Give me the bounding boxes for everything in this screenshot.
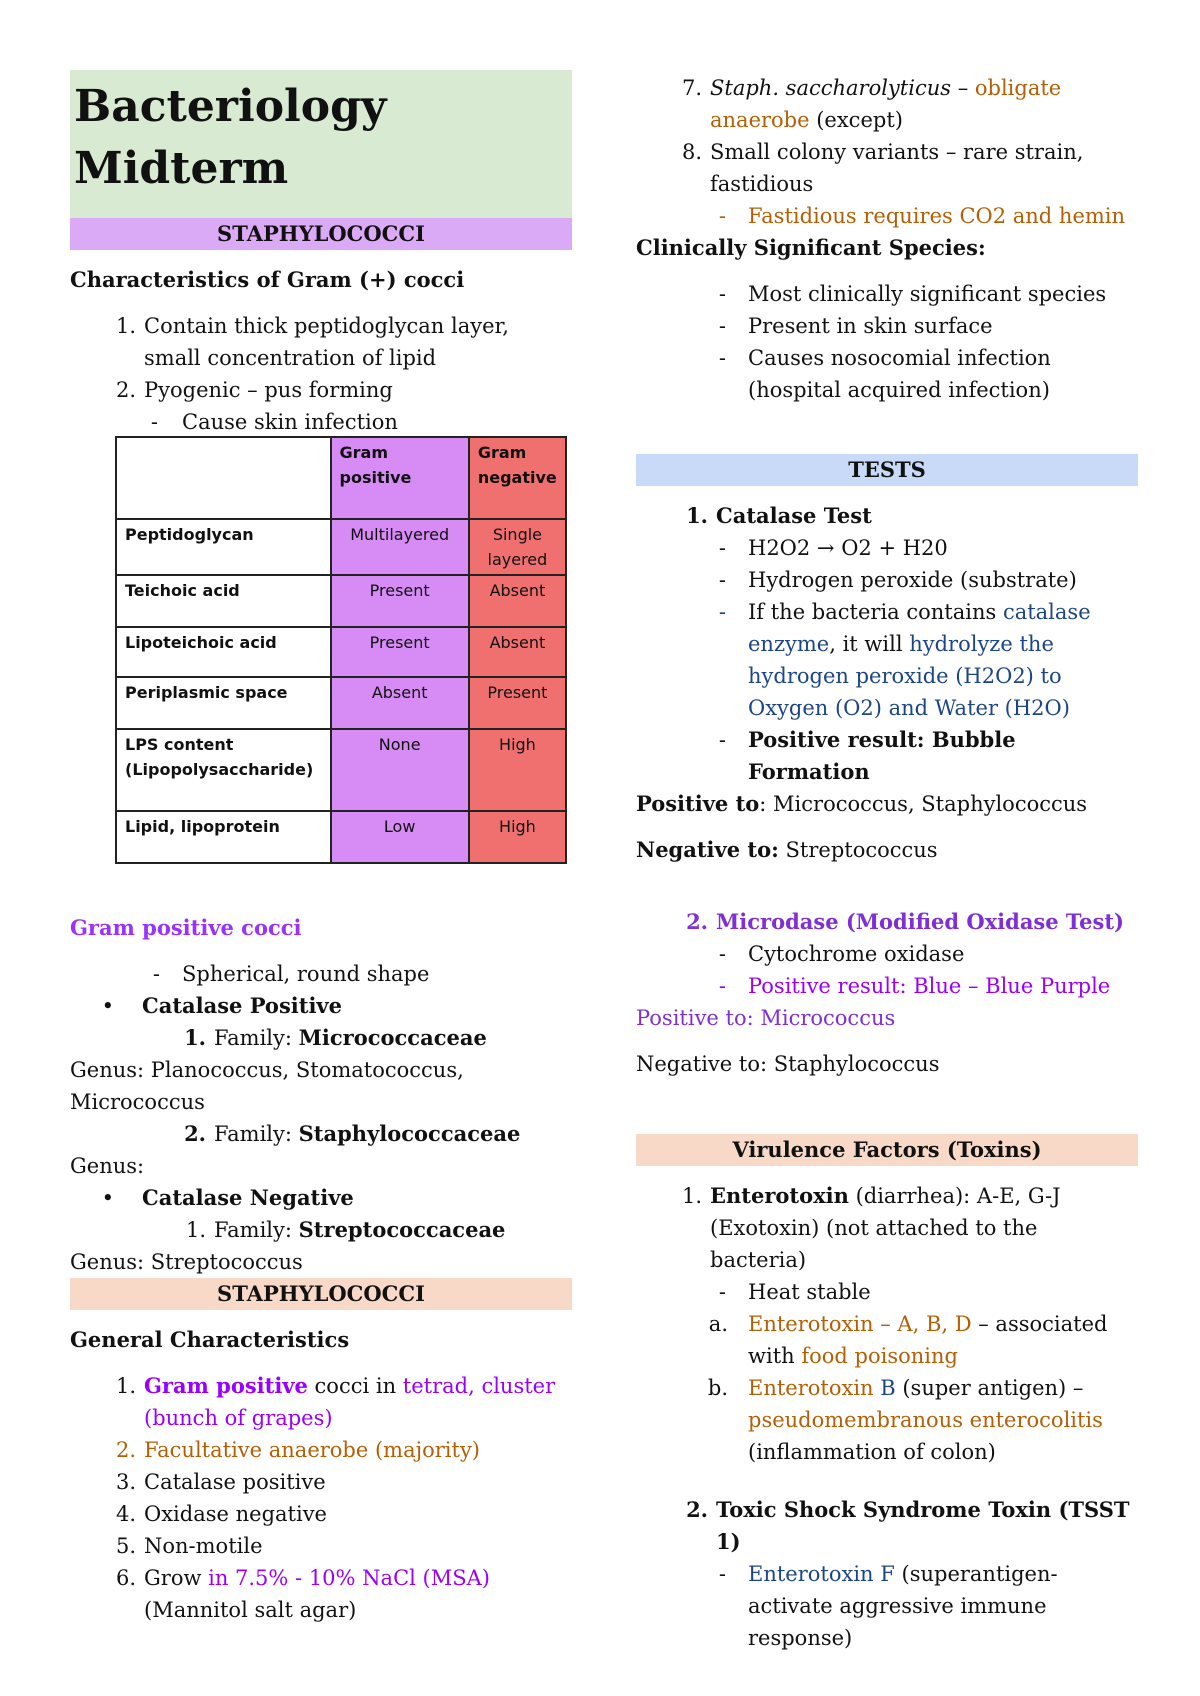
list-item: 6. Grow in 7.5% - 10% NaCl (MSA) (Mannitol salt agar) (115, 1566, 490, 1622)
section-band-virulence: Virulence Factors (Toxins) (636, 1134, 1138, 1166)
list-item: - Present in skin surface (718, 314, 993, 338)
list-item: • Catalase Positive (70, 990, 572, 1022)
genus-text: Genus: Planococcus, Stomatococcus, Micrococcus (70, 1058, 464, 1114)
gram-comparison-table (115, 436, 567, 864)
sub-list-item: a. Enterotoxin – A, B, D – associated with food poisoning (708, 1312, 1108, 1368)
list-item: 1. Gram positive cocci in tetrad, cluster (bunch of grapes) (115, 1373, 556, 1430)
sub-list-item: - Fastidious requires CO2 and hemin (718, 204, 1126, 228)
table-header: Gram positive (331, 437, 469, 519)
list-item: 8. Small colony variants – rare strain, fastidious (681, 140, 1084, 196)
list-item: 7. Staph. saccharolyticus – obligate anaerobe (except) (681, 76, 1062, 132)
list-item: - Causes nosocomial infection (hospital acquired infection) (718, 346, 1051, 402)
list-item: - H2O2 → O2 + H20 (718, 536, 948, 560)
clinically-significant-heading: Clinically Significant Species: (636, 235, 986, 260)
bullet-icon: • (101, 1186, 114, 1210)
positive-to-line: Positive to: Micrococcus (636, 1006, 896, 1030)
table-row: Lipoteichoic acid Present Absent (116, 627, 566, 677)
list-item: - Cytochrome oxidase (718, 942, 965, 966)
general-characteristics-heading: General Characteristics (70, 1327, 350, 1352)
table-row: Periplasmic space Absent Present (116, 677, 566, 729)
table-row: LPS content (Lipopolysaccharide) None High (116, 729, 566, 811)
list-item: 3. Catalase positive (115, 1470, 326, 1494)
right-column (636, 72, 1138, 1654)
gram-positive-cocci-section (70, 912, 572, 1626)
page-title: Bacteriology Midterm (74, 81, 387, 194)
list-item: 5. Non-motile (115, 1534, 263, 1558)
list-item: 2. Facultative anaerobe (majority) (115, 1438, 480, 1462)
list-item: - Positive result: Blue – Blue Purple (718, 974, 1111, 998)
table-header: Gram negative (469, 437, 566, 519)
negative-to-line: Negative to: Streptococcus (636, 837, 938, 862)
section-heading: Gram positive cocci (70, 915, 302, 940)
list-item: 4. Oxidase negative (115, 1502, 327, 1526)
list-item: 2. Family: Staphylococcaceae (184, 1121, 521, 1146)
table-row: Lipid, lipoprotein Low High (116, 811, 566, 863)
table-row: Peptidoglycan Multilayered Single layered (116, 519, 566, 575)
list-item: - Spherical, round shape (152, 962, 430, 986)
list-item: 1. Enterotoxin (diarrhea): A-E, G-J (Exotoxin) (not attached to the bacteria) (681, 1183, 1061, 1272)
list-item: 1. Family: Micrococcaceae (184, 1025, 487, 1050)
list-item: - Most clinically significant species (718, 282, 1107, 306)
list-item: 2. Microdase (Modified Oxidase Test) (686, 909, 1124, 934)
left-column (70, 70, 572, 438)
list-item: - Positive result: Bubble Formation (718, 727, 1016, 784)
sub-list-item: - Cause skin infection (150, 410, 398, 434)
list-item: 2. Pyogenic – pus forming (115, 378, 393, 402)
genus-text: Genus: Streptococcus (70, 1250, 303, 1274)
characteristics-heading: Characteristics of Gram (+) cocci (70, 267, 465, 292)
bullet-icon: • (101, 994, 114, 1018)
list-item: 1. Contain thick peptidoglycan layer, small concentration of lipid (115, 314, 509, 370)
section-band-staphylococci: STAPHYLOCOCCI (70, 1278, 572, 1310)
list-item: - If the bacteria contains catalase enzyme, it will hydrolyze the hydrogen peroxide (H2O2) to Oxygen (O2) and Water (H2O) (718, 600, 1091, 720)
table-row: Teichoic acid Present Absent (116, 575, 566, 627)
negative-to-line: Negative to: Staphylococcus (636, 1052, 940, 1076)
sub-list-item: b. Enterotoxin B (super antigen) – pseudomembranous enterocolitis (inflammation of colon) (707, 1376, 1103, 1464)
section-band-tests: TESTS (636, 454, 1138, 486)
positive-to-line: Positive to: Micrococcus, Staphylococcus (636, 791, 1088, 816)
list-item: 2. Toxic Shock Syndrome Toxin (TSST 1) (686, 1497, 1130, 1554)
sub-list-item: - Heat stable (718, 1280, 871, 1304)
sub-list-item: - Enterotoxin F (superantigen-activate aggressive immune response) (718, 1562, 1058, 1650)
section-band-staphylococci: STAPHYLOCOCCI (70, 218, 572, 250)
list-item: 1. Catalase Test (686, 503, 872, 528)
list-item: • Catalase Negative (70, 1182, 572, 1214)
title-box (70, 70, 572, 218)
genus-text: Genus: (70, 1154, 145, 1178)
list-item: 1. Family: Streptococcaceae (185, 1217, 506, 1242)
list-item: - Hydrogen peroxide (substrate) (718, 568, 1077, 592)
